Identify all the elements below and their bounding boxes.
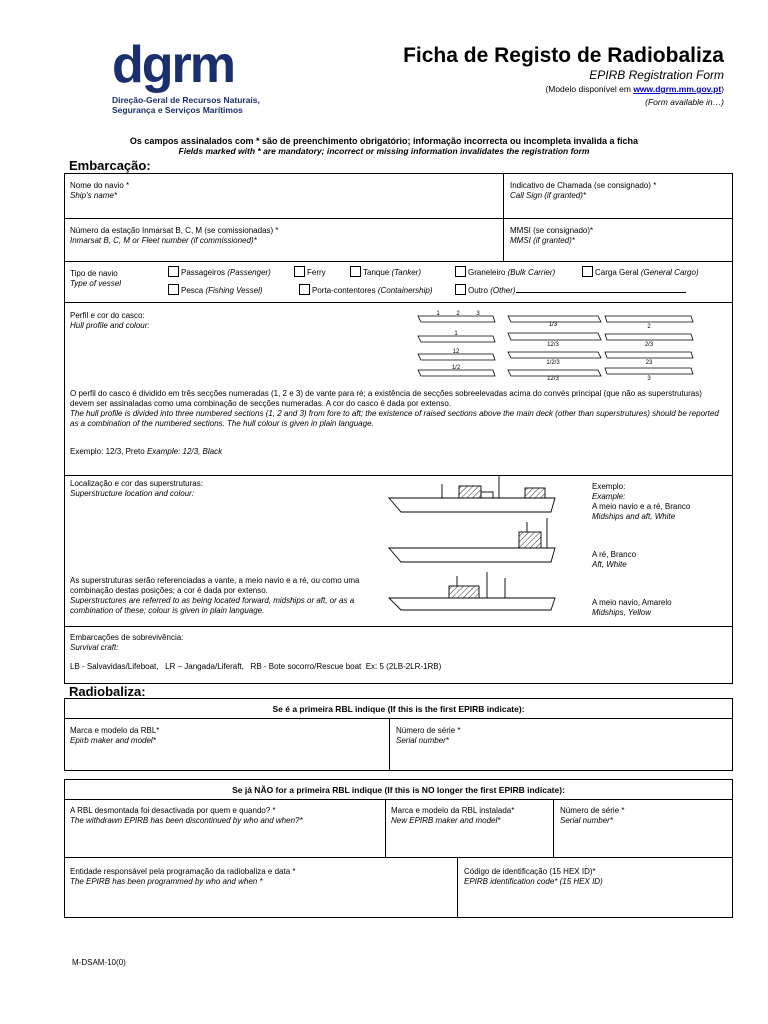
form-title-block — [403, 44, 724, 108]
superstructure-example-aft: A ré, Branco Aft, White — [592, 550, 637, 569]
beacon-section-heading: Radiobaliza: — [69, 684, 146, 699]
hull-shape — [508, 333, 601, 340]
vessel-type-label: Tipo de navio Type of vessel — [70, 269, 121, 288]
hull-profile-label: Perfil e cor do casco: Hull profile and colour: — [70, 311, 150, 330]
superstructure — [481, 492, 493, 498]
type-containership-option[interactable]: Porta-contentores (Containership) — [299, 284, 433, 296]
superstructure-hatched — [449, 586, 479, 598]
hull-shape — [605, 368, 693, 374]
type-passenger-option[interactable]: Passageiros (Passenger) — [168, 266, 271, 278]
inmarsat-number-field[interactable]: Número da estação Inmarsat B, C, M (se comissionadas) * Inmarsat B, C, M or Fleet number (if commissioned)* — [70, 226, 279, 245]
ship-hull — [389, 598, 555, 610]
superstructure-label: Localização e cor das superstruturas: Superstructure location and colour: — [70, 479, 203, 498]
checkbox[interactable] — [299, 284, 310, 295]
hull-shape — [605, 352, 693, 358]
website-link[interactable]: www.dgrm.mm.gov.pt — [633, 84, 722, 94]
type-tanker-option[interactable]: Tanque (Tanker) — [350, 266, 421, 278]
hull-label: 12/3 — [547, 342, 559, 348]
hull-shape — [605, 334, 693, 340]
hull-profile-diagrams — [413, 308, 698, 380]
survival-craft-field[interactable]: Embarcações de sobrevivência: Survival craft: — [70, 633, 184, 652]
form-title: Ficha de Registo de Radiobaliza — [403, 44, 724, 67]
hull-label: 12/3 — [547, 376, 559, 380]
new-epirb-maker-field[interactable]: Marca e modelo da RBL instalada* New EPIRB maker and model* — [391, 806, 515, 825]
type-ferry-option[interactable]: Ferry — [294, 266, 326, 278]
first-epirb-box — [64, 698, 733, 771]
checkbox[interactable] — [294, 266, 305, 277]
checkbox[interactable] — [350, 266, 361, 277]
hull-label: 3 — [476, 311, 480, 317]
dgrm-logo — [112, 36, 287, 130]
hull-label: 3 — [647, 376, 651, 380]
superstructure-hatched — [459, 486, 481, 498]
hull-explanation: O perfil do casco é dividido em três secções numeradas (1, 2 e 3) de vante para ré; a existência de secções sobreelevadas acima do convés principal (que não as superstruturas) devem ser assinaladas como uma combinação de secções numeradas. A cor do casco é dada por extenso. The hull profile is divided into three numbered sections (1, 2 and 3) from fore to aft; the existence of raised sections above the main deck (other than superstrutures) should be reported as a combination of the numbered sections. The hull colour is given in plain language. — [70, 389, 719, 428]
hull-label: 1 — [454, 331, 458, 337]
type-bulk-carrier-option[interactable]: Graneleiro (Bulk Carrier) — [455, 266, 555, 278]
hull-label: 2/3 — [644, 342, 654, 348]
checkbox[interactable] — [455, 266, 466, 277]
type-other-option[interactable]: Outro (Other) — [455, 284, 686, 296]
hull-label: 2 — [647, 324, 651, 330]
superstructure-hatched — [525, 488, 545, 498]
logo-wordmark: dgrm — [112, 36, 234, 94]
hull-label: 2 — [456, 311, 460, 317]
hull-label: 1 — [436, 311, 440, 317]
ship-name-field[interactable]: Nome do navio * Ship’s name* — [70, 181, 130, 200]
type-fishing-option[interactable]: Pesca (Fishing Vessel) — [168, 284, 263, 296]
checkbox[interactable] — [582, 266, 593, 277]
hull-label: 1/2/3 — [546, 360, 560, 366]
new-epirb-serial-field[interactable]: Número de série * Serial number* — [560, 806, 625, 825]
hull-label: 1/3 — [548, 322, 558, 328]
form-available-note: (Form available in…) — [645, 97, 724, 107]
hull-label: 23 — [645, 360, 653, 366]
other-type-line[interactable] — [516, 292, 686, 293]
superstructure-example-midships: A meio navio, Amarelo Midships, Yellow — [592, 598, 672, 617]
epirb-serial-field[interactable]: Número de série * Serial number* — [396, 726, 461, 745]
hull-label: 1/2 — [451, 365, 461, 371]
ship-hull — [389, 548, 555, 562]
mandatory-notice-pt: Os campos assinalados com * são de preenchimento obrigatório; informação incorrecta ou incompleta invalida a ficha — [129, 136, 639, 146]
ship-hull — [389, 498, 555, 512]
mmsi-field[interactable]: MMSI (se consignado)* MMSI (if granted)* — [510, 226, 594, 245]
hull-label: 12 — [452, 349, 460, 355]
hull-example: Exemplo: 12/3, Preto Example: 12/3, Black — [70, 447, 223, 456]
call-sign-field[interactable]: Indicativo de Chamada (se consignado) * Call Sign (if granted)* — [510, 181, 657, 200]
programming-entity-field[interactable]: Entidade responsável pela programação da radiobaliza e data * The EPIRB has been programmed by who and when * — [70, 867, 296, 886]
epirb-maker-field[interactable]: Marca e modelo da RBL* Epirb maker and model* — [70, 726, 160, 745]
survival-craft-codes: LB - Salvavidas/Lifeboat, LR – Jangada/Liferaft, RB - Bote socorro/Rescue boat Ex: 5 (2LB-2LR-1RB) — [70, 662, 442, 671]
replacement-epirb-title: Se já NÃO for a primeira RBL indique (If this is NO longer the first EPIRB indicate): — [232, 785, 565, 795]
superstructure-explanation: As superstruturas serão referenciadas a vante, a meio navio e a ré, ou como uma combinação destas posições; a cor é dada por extenso. Superstructures are referred to as being located forward, midships or aft, or as a combination of these; colour is given in plain language. — [70, 576, 360, 615]
superstructure-diagrams — [387, 470, 567, 620]
form-subtitle: EPIRB Registration Form — [589, 68, 724, 82]
withdrawn-epirb-field[interactable]: A RBL desmontada foi desactivada por quem e quando? * The withdrawn EPIRB has been discontinued by who and when?* — [70, 806, 303, 825]
model-availability: (Modelo disponível em www.dgrm.mm.gov.pt) — [545, 84, 724, 94]
superstructure-examples: Exemplo: Example: A meio navio e a ré, Branco Midships and aft, White — [592, 482, 691, 521]
hull-shape — [605, 316, 693, 322]
replacement-epirb-box — [64, 779, 733, 918]
checkbox[interactable] — [168, 284, 179, 295]
checkbox[interactable] — [455, 284, 466, 295]
vessel-section-box — [64, 173, 733, 684]
hull-shape — [508, 352, 601, 358]
superstructure-hatched — [519, 532, 541, 548]
checkbox[interactable] — [168, 266, 179, 277]
hex-id-field[interactable]: Código de identificação (15 HEX ID)* EPIRB identification code* (15 HEX ID) — [464, 867, 603, 886]
vessel-section-heading: Embarcação: — [69, 158, 151, 173]
logo-agency-name: Direção-Geral de Recursos Naturais, Segurança e Serviços Marítimos — [112, 95, 260, 115]
type-general-cargo-option[interactable]: Carga Geral (General Cargo) — [582, 266, 699, 278]
form-code: M-DSAM-10(0) — [72, 958, 126, 967]
first-epirb-title: Se é a primeira RBL indique (If this is the first EPIRB indicate): — [272, 704, 525, 714]
mandatory-notice-en: Fields marked with * are mandatory; incorrect or missing information invalidates the registration form — [178, 146, 590, 156]
